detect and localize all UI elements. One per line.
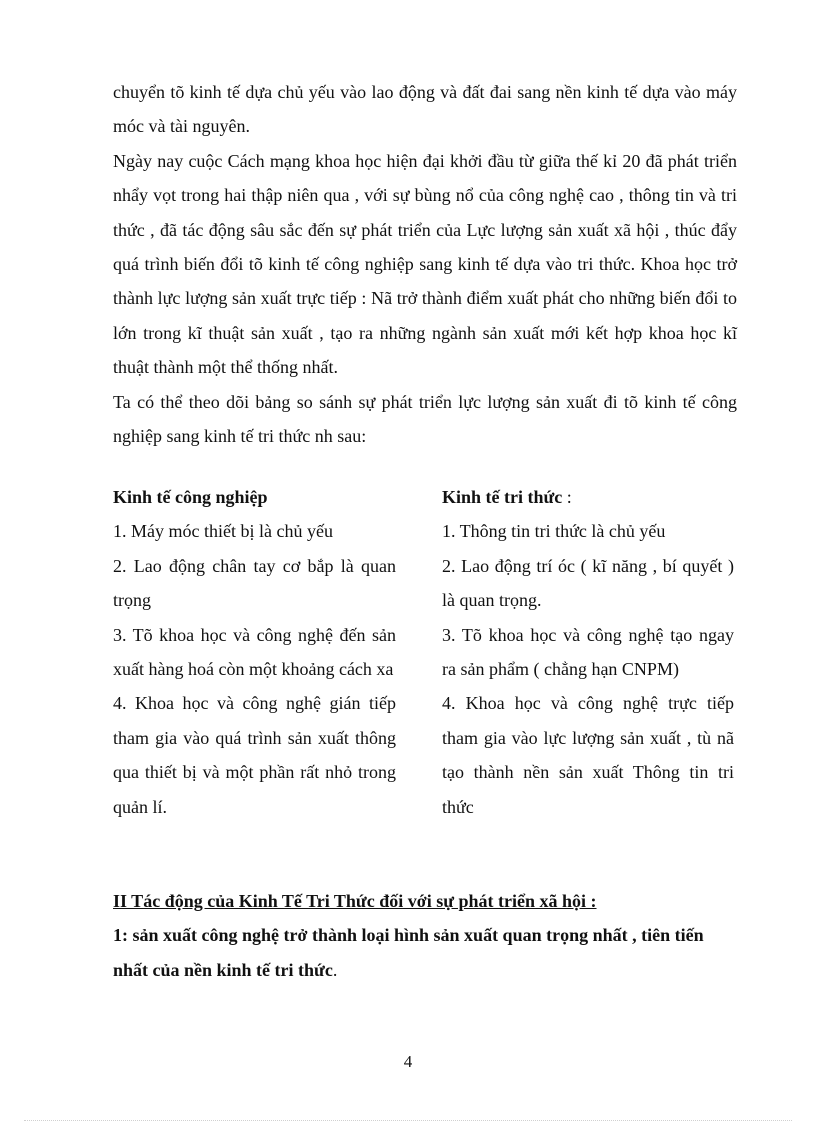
- section-title: II Tác động của Kinh Tế Tri Thức đối với sự phát triển xã hội :: [113, 891, 597, 911]
- subheading-period: .: [332, 959, 338, 980]
- paragraph-1: chuyển tõ kinh tế dựa chủ yếu vào lao động và đất đai sang nền kinh tế dựa vào máy móc và tài nguyên.: [113, 82, 737, 137]
- paragraph-2: Ngày nay cuộc Cách mạng khoa học hiện đại khởi đầu từ giữa thế kỉ 20 đã phát triển nhẩy vọt trong hai thập niên qua , với sự bùng nổ của công nghệ cao , thông tin và tri thức , đã tác động sâu sắc đến sự phát triển của Lực lượng sản xuất xã hội , thúc đẩy quá trình biến đổi tõ kinh tế công nghiệp sang kinh tế dựa vào tri thức. Khoa học trở thành lực lượng sản xuất trực tiếp : Nã trở thành điểm xuất phát cho những biến đổi to lớn trong kĩ thuật sản xuất , tạo ra những ngành sản xuất mới kết hợp khoa học kĩ thuật thành một thể thống nhất.: [113, 150, 737, 378]
- column-heading-knowledge: [442, 480, 734, 514]
- body-text: [113, 75, 737, 453]
- list-item: 1. Thông tin tri thức là chủ yếu: [442, 521, 666, 542]
- page-bottom-divider: [24, 1120, 792, 1121]
- list-item: 2. Lao động chân tay cơ bắp là quan trọng: [113, 555, 396, 611]
- subheading-text: 1: sản xuất công nghệ trở thành loại hình sản xuất quan trọng nhất , tiên tiến nhất của nền kinh tế tri thức: [113, 925, 704, 980]
- list-item: 2. Lao động trí óc ( kĩ năng , bí quyết ) là quan trọng.: [442, 555, 734, 611]
- industrial-economy-column: [113, 480, 396, 824]
- section-subheading: [113, 918, 743, 987]
- section-ii: [113, 884, 743, 987]
- column-heading-industrial: [113, 480, 396, 514]
- list-item: 3. Tõ khoa học và công nghệ tạo ngay ra sản phẩm ( chẳng hạn CNPM): [442, 624, 734, 680]
- list-item: 3. Tõ khoa học và công nghệ đến sản xuất hàng hoá còn một khoảng cách xa: [113, 624, 396, 680]
- knowledge-economy-column: [442, 480, 734, 824]
- list-item: 1. Máy móc thiết bị là chủ yếu: [113, 521, 333, 542]
- list-item: 4. Khoa học và công nghệ gián tiếp tham gia vào quá trình sản xuất thông qua thiết bị và một phần rất nhỏ trong quản lí.: [113, 693, 396, 817]
- page-number: 4: [403, 1052, 413, 1071]
- industrial-heading-text: Kinh tế công nghiệp: [113, 487, 268, 507]
- heading-colon: :: [562, 487, 572, 507]
- list-item: 4. Khoa học và công nghệ trực tiếp tham gia vào lực lượng sản xuất , tù nã tạo thành nền sản xuất Thông tin tri thức: [442, 693, 734, 817]
- knowledge-heading-text: Kinh tế tri thức: [442, 487, 563, 507]
- paragraph-3: Ta có thể theo dõi bảng so sánh sự phát triển lực lượng sản xuất đi tõ kinh tế công nghiệp sang kinh tế tri thức nh sau:: [113, 391, 737, 447]
